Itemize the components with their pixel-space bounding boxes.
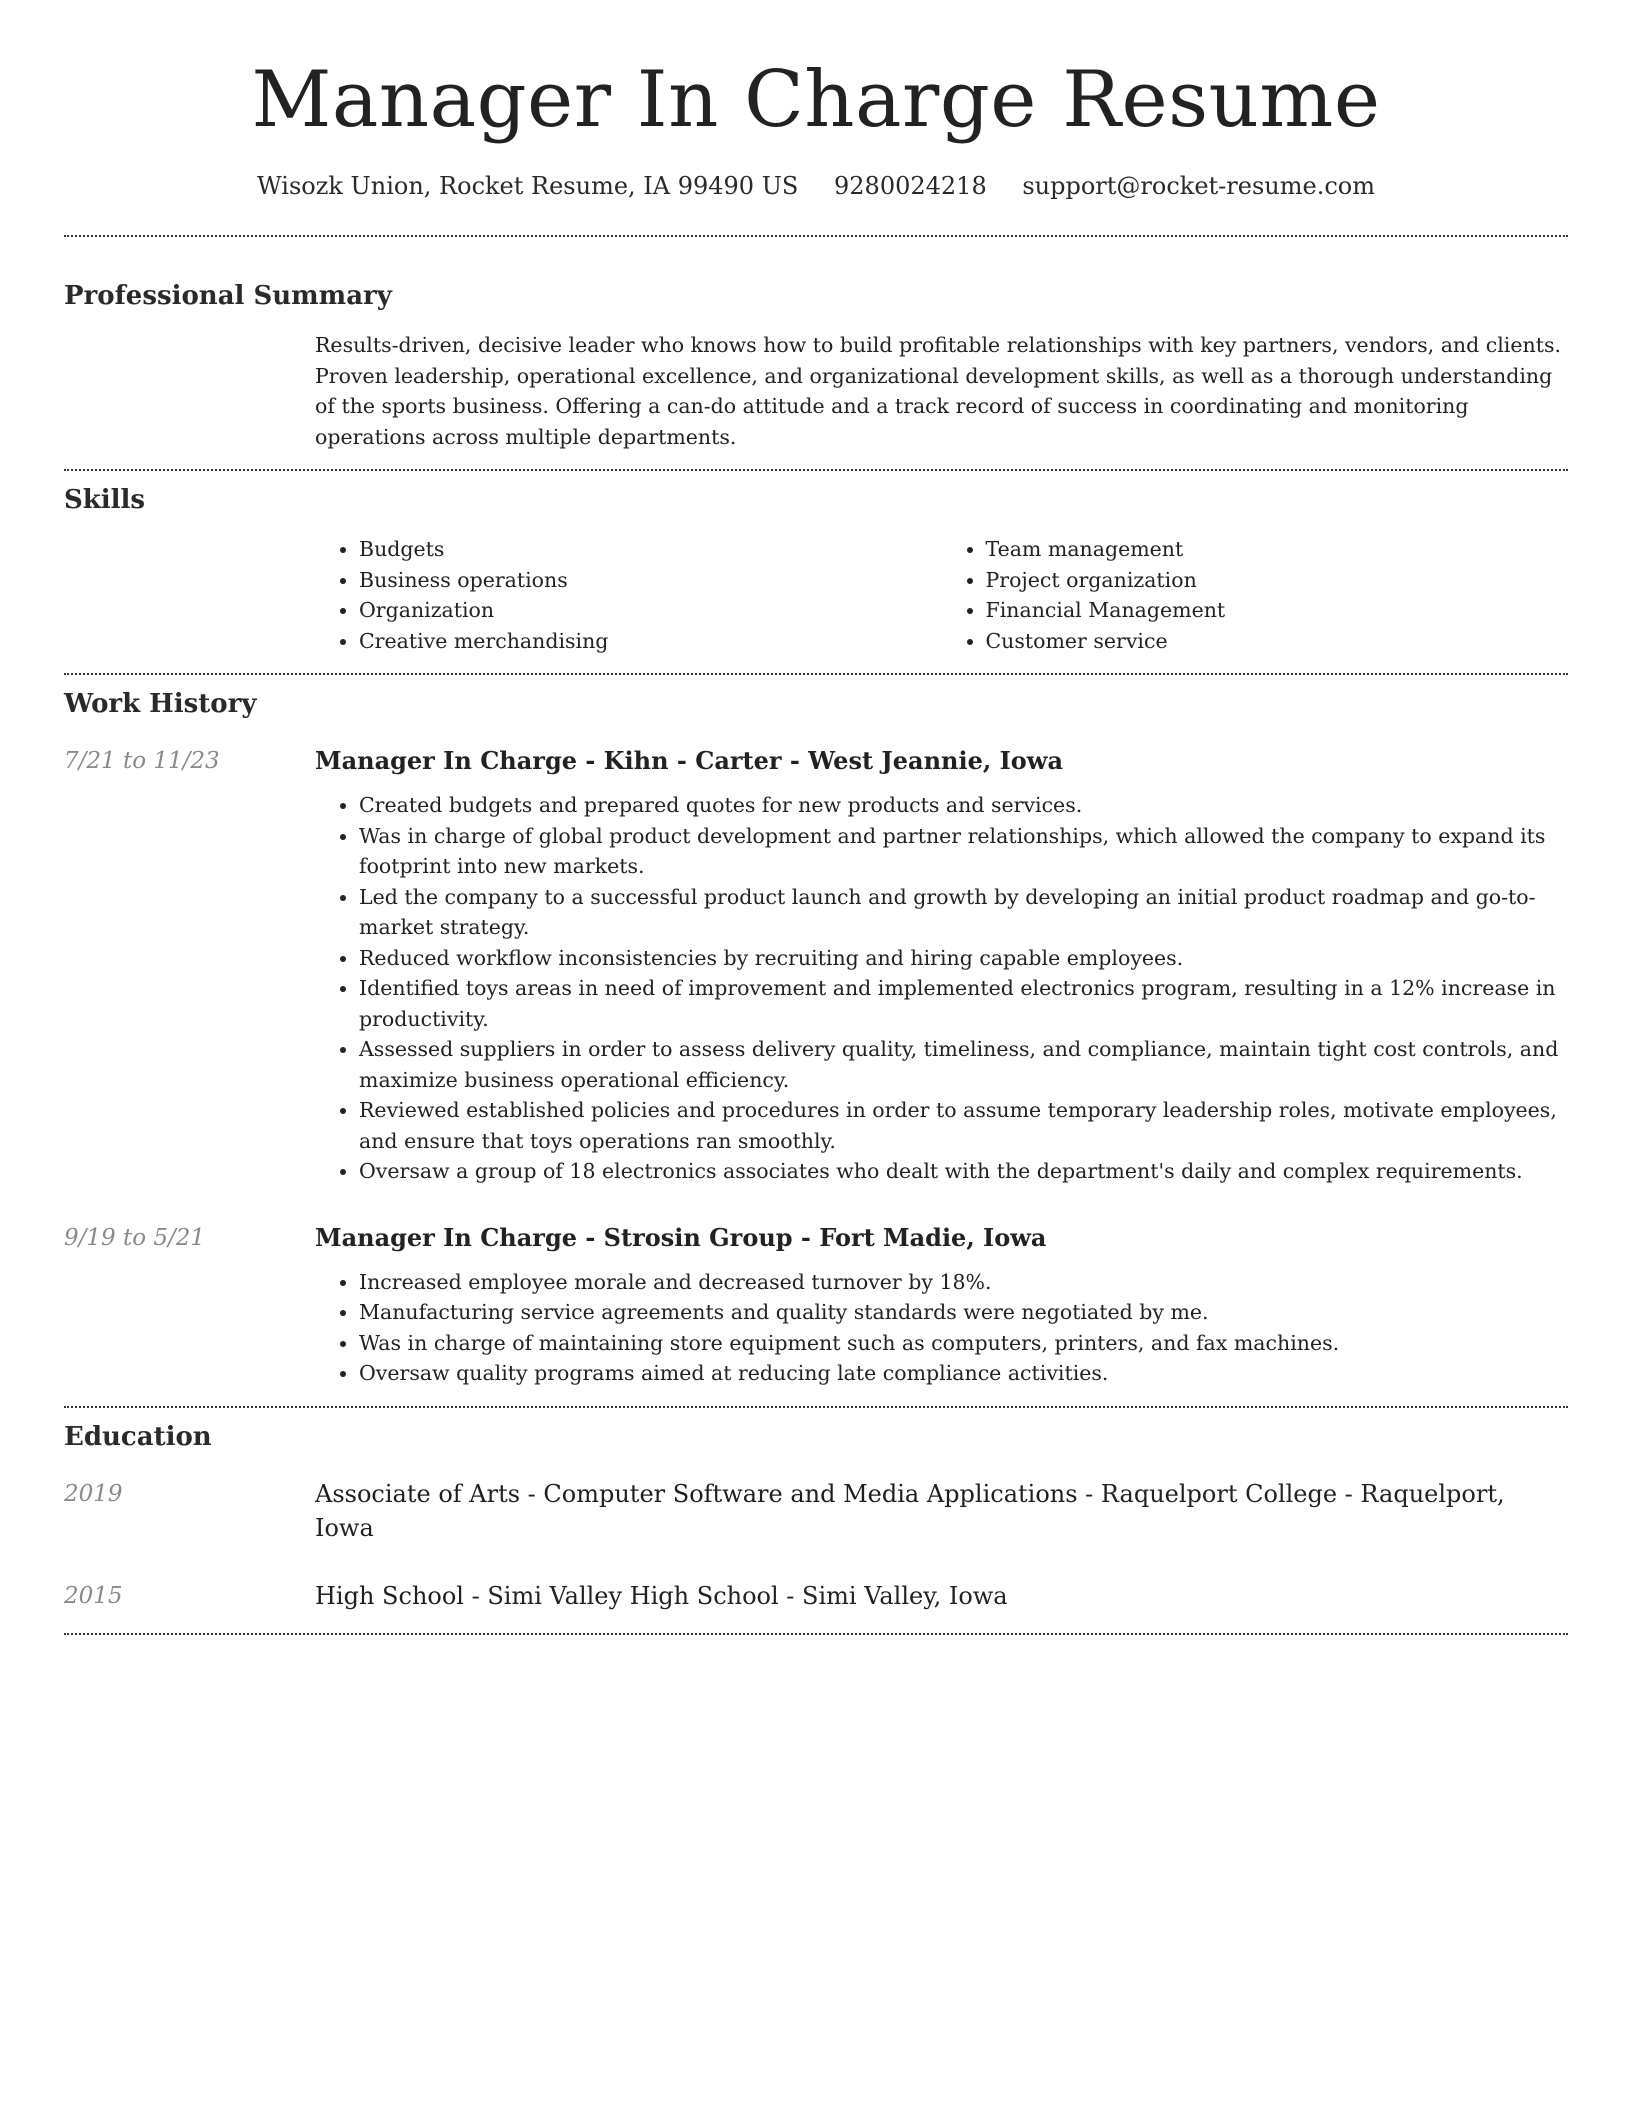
skill-item: • Organization (359, 595, 942, 626)
skills-section (64, 483, 1568, 656)
section-title-summary: Professional Summary (64, 281, 392, 311)
education-title (315, 1579, 1568, 1613)
job-dates: 9/19 to 5/21 (64, 1224, 206, 1251)
section-title-skills: Skills (64, 485, 146, 515)
job-dates: 7/21 to 11/23 (64, 748, 220, 774)
list-item: • Led the company to a successful product launch and growth by developing an initial product roadmap and go-to-market strategy. (359, 882, 1568, 943)
list-item: • Oversaw a group of 18 electronics associates who dealt with the department's daily and complex requirements. (359, 1156, 1568, 1187)
education-year: 2015 (64, 1582, 123, 1609)
list-item: • Oversaw quality programs aimed at reducing late compliance activities. (359, 1358, 1568, 1389)
summary-section (64, 279, 1568, 452)
job-bullets (315, 790, 1568, 1187)
list-item: • Created budgets and prepared quotes for new products and services. (359, 790, 1568, 821)
contact-email: support@rocket-resume.com (1022, 172, 1375, 200)
section-title-work: Work History (64, 689, 257, 719)
list-item: • Identified toys areas in need of improvement and implemented electronics program, resulting in a 12% increase in productivity. (359, 973, 1568, 1034)
job-entry (64, 744, 1568, 1187)
skills-list-left (315, 534, 942, 656)
education-year: 2019 (64, 1480, 123, 1507)
skill-item: • Budgets (359, 534, 942, 565)
education-entry (64, 1477, 1568, 1545)
divider (64, 235, 1568, 237)
contact-line (64, 170, 1568, 202)
skill-item: • Business operations (359, 565, 942, 596)
education-school: - Raquelport College - Raquelport, Iowa (315, 1479, 1505, 1542)
summary-text: Results-driven, decisive leader who knows how to build profitable relationships with key partners, vendors, and clients. Proven leadership, operational excellence, and organizational development skills, as well as a thorough understanding of the sports business. Offering a can-do attitude and a track record of success in coordinating and monitoring operations across multiple departments. (315, 333, 1561, 449)
list-item: • Reduced workflow inconsistencies by recruiting and hiring capable employees. (359, 943, 1568, 974)
education-title (315, 1477, 1568, 1545)
divider (64, 673, 1568, 675)
work-history-section (64, 687, 1568, 1389)
job-bullets (315, 1267, 1568, 1389)
contact-address: Wisozk Union, Rocket Resume, IA 99490 US (257, 172, 799, 200)
list-item: • Assessed suppliers in order to assess delivery quality, timeliness, and compliance, maintain tight cost controls, and maximize business operational efficiency. (359, 1034, 1568, 1095)
section-title-education: Education (64, 1421, 212, 1452)
divider (64, 1406, 1568, 1408)
skill-item: • Project organization (986, 565, 1569, 596)
skill-item: • Creative merchandising (359, 626, 942, 657)
education-school: - Simi Valley High School - Simi Valley, Iowa (463, 1581, 1008, 1610)
list-item: • Was in charge of maintaining store equipment such as computers, printers, and fax machines. (359, 1328, 1568, 1359)
list-item: • Was in charge of global product development and partner relationships, which allowed the company to expand its footprint into new markets. (359, 821, 1568, 882)
job-entry (64, 1221, 1568, 1389)
contact-phone: 9280024218 (834, 172, 987, 200)
job-title: Manager In Charge - Strosin Group - Fort Madie, Iowa (315, 1222, 1047, 1252)
list-item: • Manufacturing service agreements and quality standards were negotiated by me. (359, 1297, 1568, 1328)
skill-item: • Customer service (986, 626, 1569, 657)
skill-item: • Financial Management (986, 595, 1569, 626)
education-degree: High School (315, 1581, 464, 1610)
divider (64, 1633, 1568, 1635)
resume-name: Manager In Charge Resume (251, 55, 1381, 145)
resume-page (64, 0, 1568, 1635)
list-item: • Increased employee morale and decreased turnover by 18%. (359, 1267, 1568, 1298)
education-degree: Associate of Arts - Computer Software and Media Applications (315, 1479, 1078, 1508)
job-title: Manager In Charge - Kihn - Carter - West Jeannie, Iowa (315, 746, 1064, 775)
divider (64, 469, 1568, 471)
skills-list-right (942, 534, 1569, 656)
list-item: • Reviewed established policies and procedures in order to assume temporary leadership roles, motivate employees, and ensure that toys operations ran smoothly. (359, 1095, 1568, 1156)
education-entry (64, 1579, 1568, 1613)
skill-item: • Team management (986, 534, 1569, 565)
education-section (64, 1420, 1568, 1613)
